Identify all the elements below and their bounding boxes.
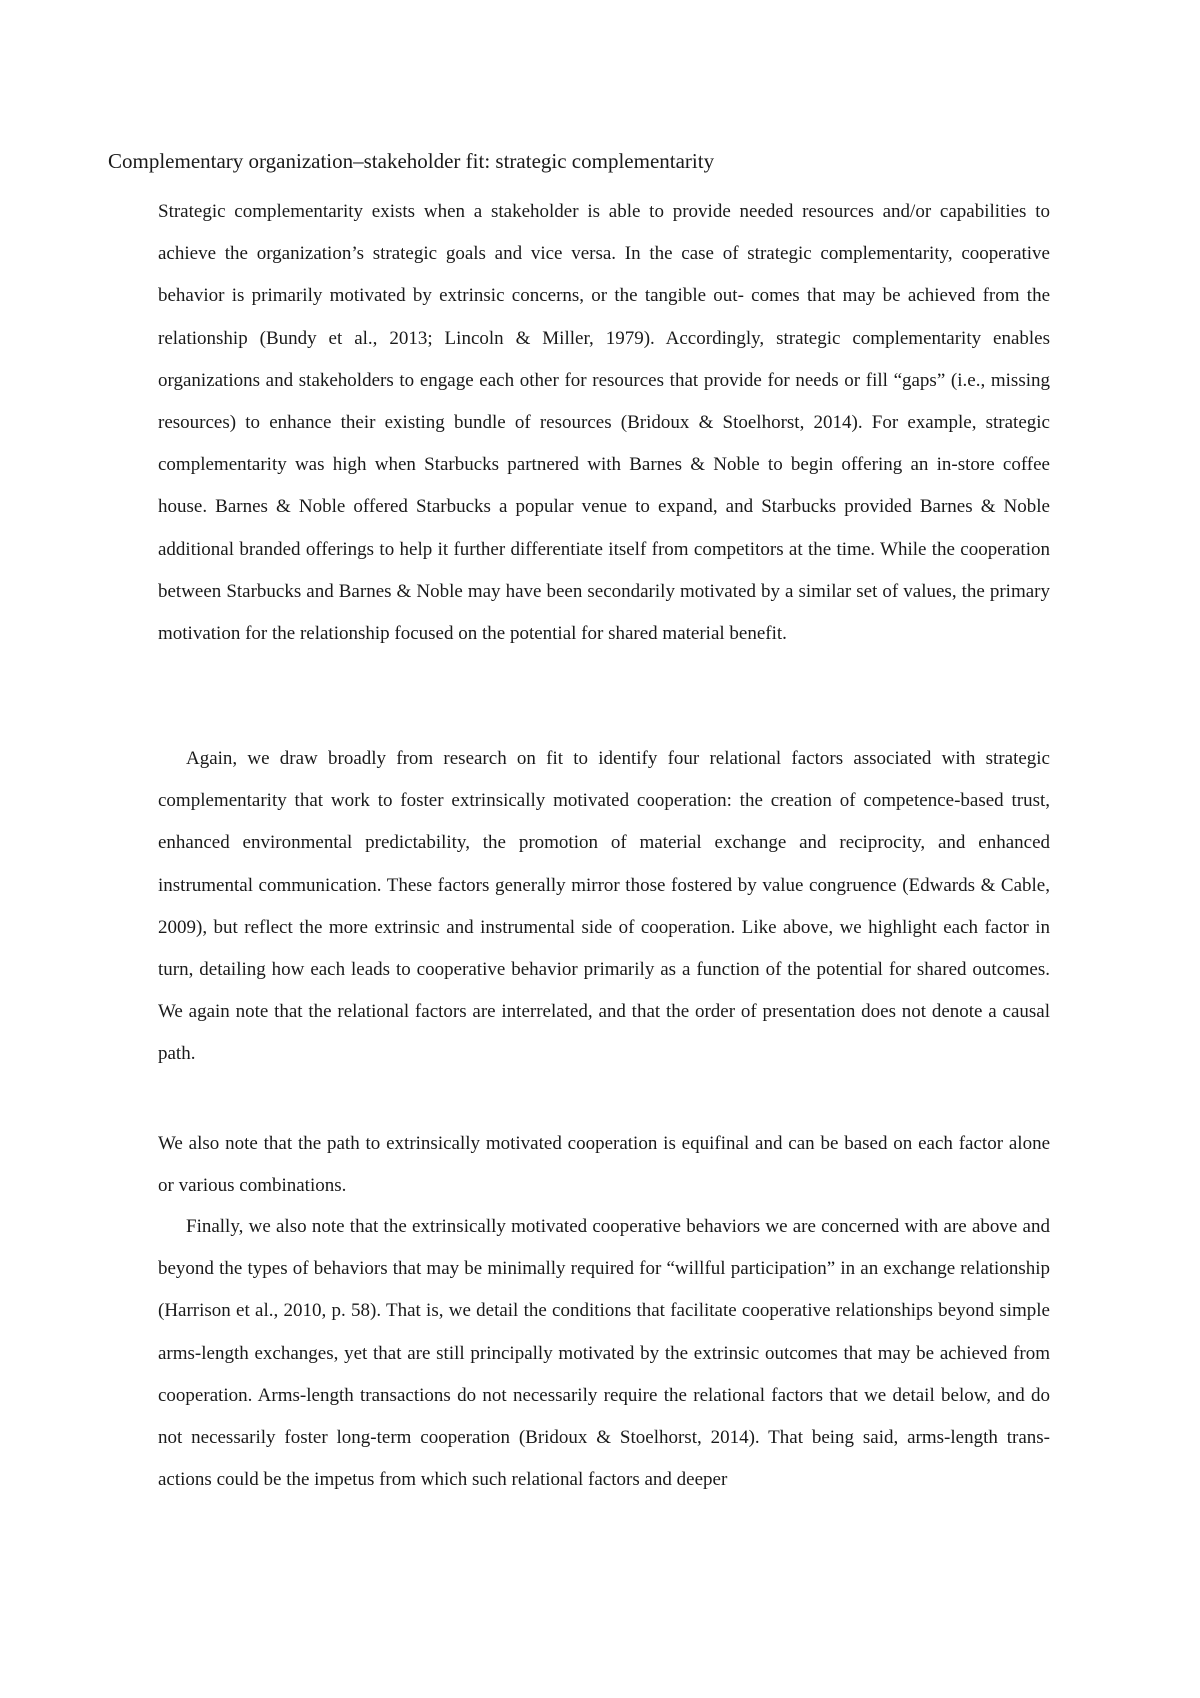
paragraph-arms-length: Finally, we also note that the extrinsically motivated cooperative behaviors we are concerned with are above and beyond the types of behaviors that may be minimally required for “willful participation” in an exchange relationship (Harrison et al., 2010, p. 58). That is, we detail the conditions that facilitate cooperative relationships beyond simple arms-length exchanges, yet that are still principally motivated by the extrinsic outcomes that may be achieved from cooperation. Arms-length transactions do not necessarily require the relational factors that we detail below, and do not necessarily foster long-term cooperation (Bridoux & Stoelhorst, 2014). That being said, arms-length trans- actions could be the impetus from which such relational factors and deeper: [158, 1216, 1050, 1491]
paragraph-strategic-complementarity: Strategic complementarity exists when a stakeholder is able to provide needed resources and/or capabilities to achieve the organization’s strategic goals and vice versa. In the case of strategic complementarity, cooperative behavior is primarily motivated by extrinsic concerns, or the tangible out- comes that may be achieved from the relationship (Bundy et al., 2013; Lincoln & Miller, 1979). Accordingly, strategic complementarity enables organizations and stakeholders to engage each other for resources that provide for needs or fill “gaps” (i.e., missing resources) to enhance their existing bundle of resources (Bridoux & Stoelhorst, 2014). For example, strategic complementarity was high when Starbucks partnered with Barnes & Noble to begin offering an in-store coffee house. Barnes & Noble offered Starbucks a popular venue to expand, and Starbucks provided Barnes & Noble additional branded offerings to help it further differentiate itself from competitors at the time. While the cooperation between Starbucks and Barnes & Noble may have been secondarily motivated by a similar set of values, the primary motivation for the relationship focused on the potential for shared material benefit.: [158, 201, 1050, 645]
paragraph-equifinal-path: We also note that the path to extrinsically motivated cooperation is equifinal and can be based on each factor alone or various combinations.: [158, 1133, 1050, 1197]
paragraph-relational-factors: Again, we draw broadly from research on fit to identify four relational factors associated with strategic complementarity that work to foster extrinsically motivated cooperation: the creation of competence-based trust, enhanced environmental predictability, the promotion of material exchange and reciprocity, and enhanced instrumental communication. These factors generally mirror those fostered by value congruence (Edwards & Cable, 2009), but reflect the more extrinsic and instrumental side of cooperation. Like above, we highlight each factor in turn, detailing how each leads to cooperative behavior primarily as a function of the potential for shared outcomes. We again note that the relational factors are interrelated, and that the order of presentation does not denote a causal path.: [158, 748, 1050, 1065]
section-heading: Complementary organization–stakeholder fit: strategic complementarity: [108, 149, 715, 173]
